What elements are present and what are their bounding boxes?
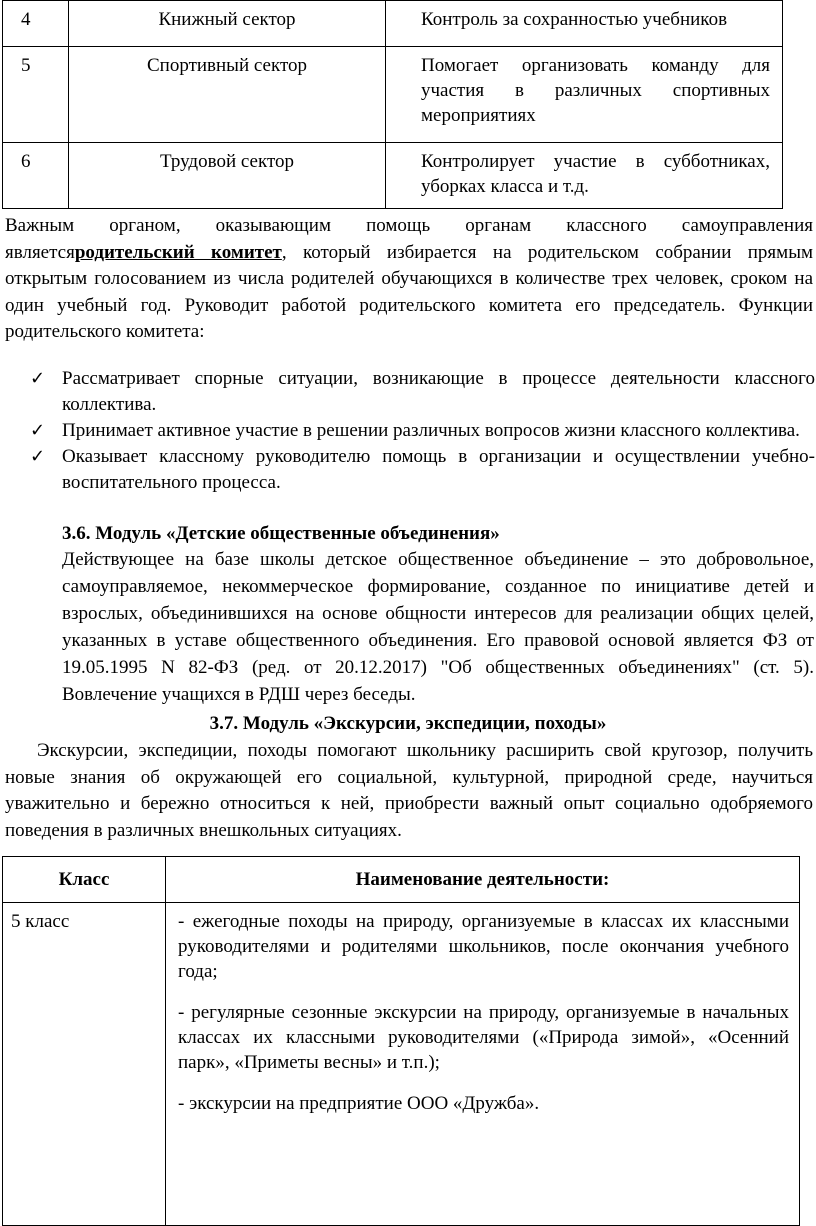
checkmark-icon: ✓	[30, 368, 46, 389]
column-header-class: Класс	[3, 857, 166, 903]
table-row	[3, 47, 783, 143]
module-3-7-text: Экскурсии, экспедиции, походы помогают школьнику расширить свой кругозор, получить новые знания об окружающей его социальной, культурной, природной среде, научиться уважительно и бережно относиться к ней, приобрести важный опыт социально одобряемого поведения в различных внешкольных ситуациях.	[5, 740, 813, 841]
column-header-activity: Наименование деятельности:	[166, 857, 800, 903]
activity-item: - регулярные сезонные экскурсии на природу, организуемые в начальных классах их классными руководителями («Природа зимой», «Осенний парк», «Приметы весны» и т.п.);	[178, 1002, 789, 1073]
activity-cell	[166, 903, 800, 1226]
row-number: 5	[3, 47, 69, 143]
list-item	[30, 444, 815, 496]
activity-table	[2, 856, 800, 1226]
sector-table	[2, 0, 783, 209]
list-item	[30, 366, 815, 418]
functions-list	[30, 366, 815, 496]
sector-description: Помогает организовать команду для участия в различных спортивных мероприятиях	[386, 47, 783, 143]
module-3-7-heading: 3.7. Модуль «Экскурсии, экспедиции, походы»	[209, 713, 607, 734]
paragraph-text: , который избирается на родительском собрании прямым открытым голосованием из числа родителей обучающихся в количестве трех человек, сроком на один учебный год. Руководит работой родительского комитета его председатель. Функции родительского комитета:	[5, 241, 813, 342]
list-item-text: Оказывает классному руководителю помощь в организации и осуществлении учебно-воспитательного процесса.	[62, 446, 815, 493]
sector-name: Книжный сектор	[69, 1, 386, 47]
list-item-text: Принимает активное участие в решении различных вопросов жизни классного коллектива.	[62, 420, 800, 441]
module-3-6-text: Действующее на базе школы детское общественное объединение – это добровольное, самоуправляемое, некоммерческое формирование, созданное по инициативе детей и взрослых, объединившихся на основе общности интересов для реализации общих целей, указанных в уставе общественного объединения. Его правовой основой является ФЗ от 19.05.1995 N 82-ФЗ (ред. от 20.12.2017) "Об общественных объединениях" (ст. 5). Вовлечение учащихся в РДШ через беседы.	[62, 549, 814, 705]
row-number: 6	[3, 143, 69, 209]
checkmark-icon: ✓	[30, 446, 46, 467]
sector-description: Контролирует участие в субботниках, уборках класса и т.д.	[386, 143, 783, 209]
parent-committee-paragraph	[5, 213, 813, 346]
sector-description: Контроль за сохранностью учебников	[386, 1, 783, 47]
module-3-6-heading: 3.6. Модуль «Детские общественные объединения»	[62, 523, 500, 544]
class-cell: 5 класс	[3, 903, 166, 1226]
sector-name: Трудовой сектор	[69, 143, 386, 209]
activity-item: - экскурсии на предприятие ООО «Дружба».	[178, 1093, 540, 1114]
sector-name: Спортивный сектор	[69, 47, 386, 143]
checkmark-icon: ✓	[30, 420, 46, 441]
row-number: 4	[3, 1, 69, 47]
table-row	[3, 1, 783, 47]
parent-committee-term: родительский комитет	[74, 241, 282, 263]
list-item	[30, 418, 815, 444]
paragraph-text: Важным органом, оказывающим помощь органам классного самоуправления является	[5, 215, 813, 263]
table-header-row	[3, 857, 800, 903]
table-row	[3, 903, 800, 1226]
list-item-text: Рассматривает спорные ситуации, возникающие в процессе деятельности классного коллектива.	[62, 368, 815, 415]
activity-item: - ежегодные походы на природу, организуемые в классах их классными руководителями и родителями школьников, после окончания учебного года;	[178, 911, 789, 982]
table-row	[3, 143, 783, 209]
